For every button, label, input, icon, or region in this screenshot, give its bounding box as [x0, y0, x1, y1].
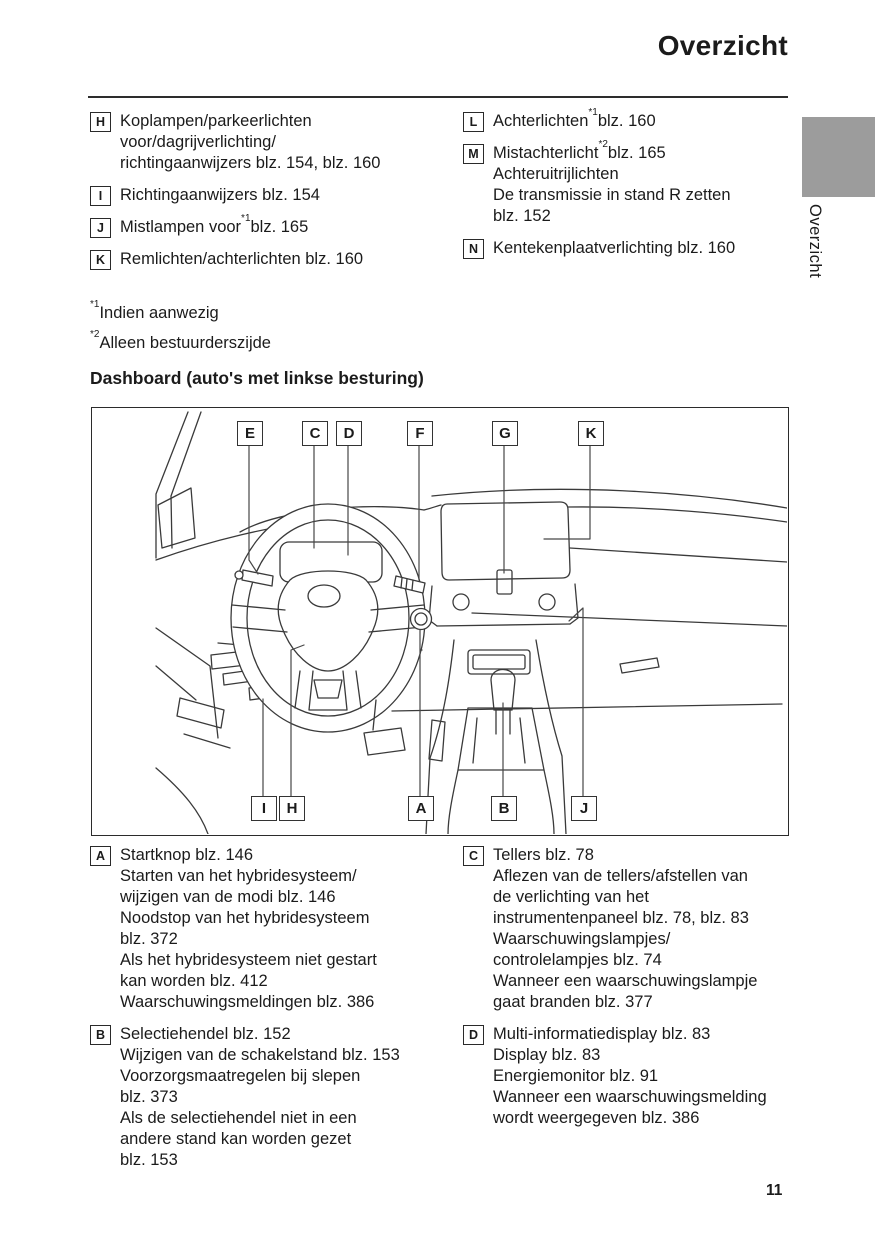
diagram-callout-C: C [302, 421, 328, 446]
legend-item-K [90, 249, 462, 270]
diagram-callout-H: H [279, 796, 305, 821]
legend-text: gaat branden blz. 377 [493, 993, 653, 1011]
legend-item-I [90, 185, 462, 206]
legend-text: controlelampjes blz. 74 [493, 951, 662, 969]
legend-text: richtingaanwijzers blz. 154, blz. 160 [120, 154, 381, 172]
legend-key-C: C [463, 846, 484, 866]
page-title: Overzicht [657, 30, 788, 61]
legend-text: Achterlichten$^{*1}$blz. 160 [493, 107, 656, 130]
legend-key-H: H [90, 112, 111, 132]
legend-text: wijzigen van de modi blz. 146 [120, 888, 336, 906]
legend-item-B [90, 1024, 462, 1171]
legend-text: Aflezen van de tellers/afstellen van [493, 867, 748, 885]
legend-text: blz. 153 [120, 1151, 178, 1169]
legend-text: Multi-informatiedisplay blz. 83 [493, 1025, 711, 1043]
legend-text: instrumentenpaneel blz. 78, blz. 83 [493, 909, 749, 927]
legend-item-L [463, 107, 793, 132]
dashboard-figure [91, 407, 789, 836]
legend-text: Voorzorgsmaatregelen bij slepen [120, 1067, 361, 1085]
legend-text: Mistachterlicht$^{*2}$blz. 165 [493, 139, 666, 162]
legend-text: Kentekenplaatverlichting blz. 160 [493, 239, 736, 257]
legend-item-J [90, 213, 462, 238]
legend-bottom-right [463, 845, 793, 1140]
legend-item-D [463, 1024, 793, 1129]
diagram-callout-I: I [251, 796, 277, 821]
footnote-1: $^{*1}$Indien aanwezig [90, 299, 219, 322]
legend-key-A: A [90, 846, 111, 866]
legend-text: voor/dagrijverlichting/ [120, 133, 276, 151]
legend-text: Noodstop van het hybridesysteem [120, 909, 370, 927]
legend-text: blz. 152 [493, 207, 551, 225]
legend-item-N [463, 238, 793, 259]
legend-text: Wanneer een waarschuwingslampje [493, 972, 758, 990]
legend-text: Koplampen/parkeerlichten [120, 112, 312, 130]
legend-text: Energiemonitor blz. 91 [493, 1067, 659, 1085]
footnote-2: $^{*2}$Alleen bestuurderszijde [90, 329, 271, 352]
section-heading: Dashboard (auto's met linkse besturing) [90, 368, 424, 388]
legend-text: kan worden blz. 412 [120, 972, 268, 990]
legend-key-J: J [90, 218, 111, 238]
legend-text: Display blz. 83 [493, 1046, 601, 1064]
dashboard-illustration [92, 408, 787, 834]
legend-text: Remlichten/achterlichten blz. 160 [120, 250, 364, 268]
legend-text: andere stand kan worden gezet [120, 1130, 352, 1148]
legend-text: De transmissie in stand R zetten [493, 186, 731, 204]
chapter-tab-label: Overzicht [806, 204, 824, 279]
legend-item-C [463, 845, 793, 1013]
legend-item-H [90, 111, 462, 174]
legend-key-L: L [463, 112, 484, 132]
legend-text: Mistlampen voor$^{*1}$blz. 165 [120, 213, 309, 236]
diagram-callout-J: J [571, 796, 597, 821]
legend-top-left [90, 111, 462, 281]
legend-item-A [90, 845, 462, 1013]
legend-key-M: M [463, 144, 484, 164]
diagram-callout-E: E [237, 421, 263, 446]
legend-text: Wijzigen van de schakelstand blz. 153 [120, 1046, 400, 1064]
diagram-callout-D: D [336, 421, 362, 446]
legend-text: blz. 372 [120, 930, 178, 948]
legend-text: Startknop blz. 146 [120, 846, 253, 864]
legend-text: Wanneer een waarschuwingsmelding [493, 1088, 767, 1106]
legend-text: Selectiehendel blz. 152 [120, 1025, 291, 1043]
legend-text: de verlichting van het [493, 888, 649, 906]
legend-text: Starten van het hybridesysteem/ [120, 867, 357, 885]
legend-text: wordt weergegeven blz. 386 [493, 1109, 700, 1127]
footnotes [90, 299, 271, 364]
legend-key-B: B [90, 1025, 111, 1045]
legend-text: Als het hybridesysteem niet gestart [120, 951, 377, 969]
legend-text: Waarschuwingsmeldingen blz. 386 [120, 993, 375, 1011]
diagram-callout-K: K [578, 421, 604, 446]
legend-key-N: N [463, 239, 484, 259]
legend-text: Richtingaanwijzers blz. 154 [120, 186, 320, 204]
legend-top-right [463, 107, 793, 270]
legend-key-D: D [463, 1025, 484, 1045]
legend-text: Tellers blz. 78 [493, 846, 594, 864]
diagram-callout-B: B [491, 796, 517, 821]
diagram-callout-A: A [408, 796, 434, 821]
diagram-callout-G: G [492, 421, 518, 446]
legend-key-I: I [90, 186, 111, 206]
header-rule [88, 96, 788, 98]
legend-key-K: K [90, 250, 111, 270]
diagram-callout-F: F [407, 421, 433, 446]
legend-bottom-left [90, 845, 462, 1182]
chapter-tab [802, 117, 875, 197]
page-number: 11 [766, 1182, 783, 1199]
legend-item-M [463, 139, 793, 227]
legend-text: Waarschuwingslampjes/ [493, 930, 671, 948]
legend-text: blz. 373 [120, 1088, 178, 1106]
legend-text: Als de selectiehendel niet in een [120, 1109, 357, 1127]
legend-text: Achteruitrijlichten [493, 165, 619, 183]
